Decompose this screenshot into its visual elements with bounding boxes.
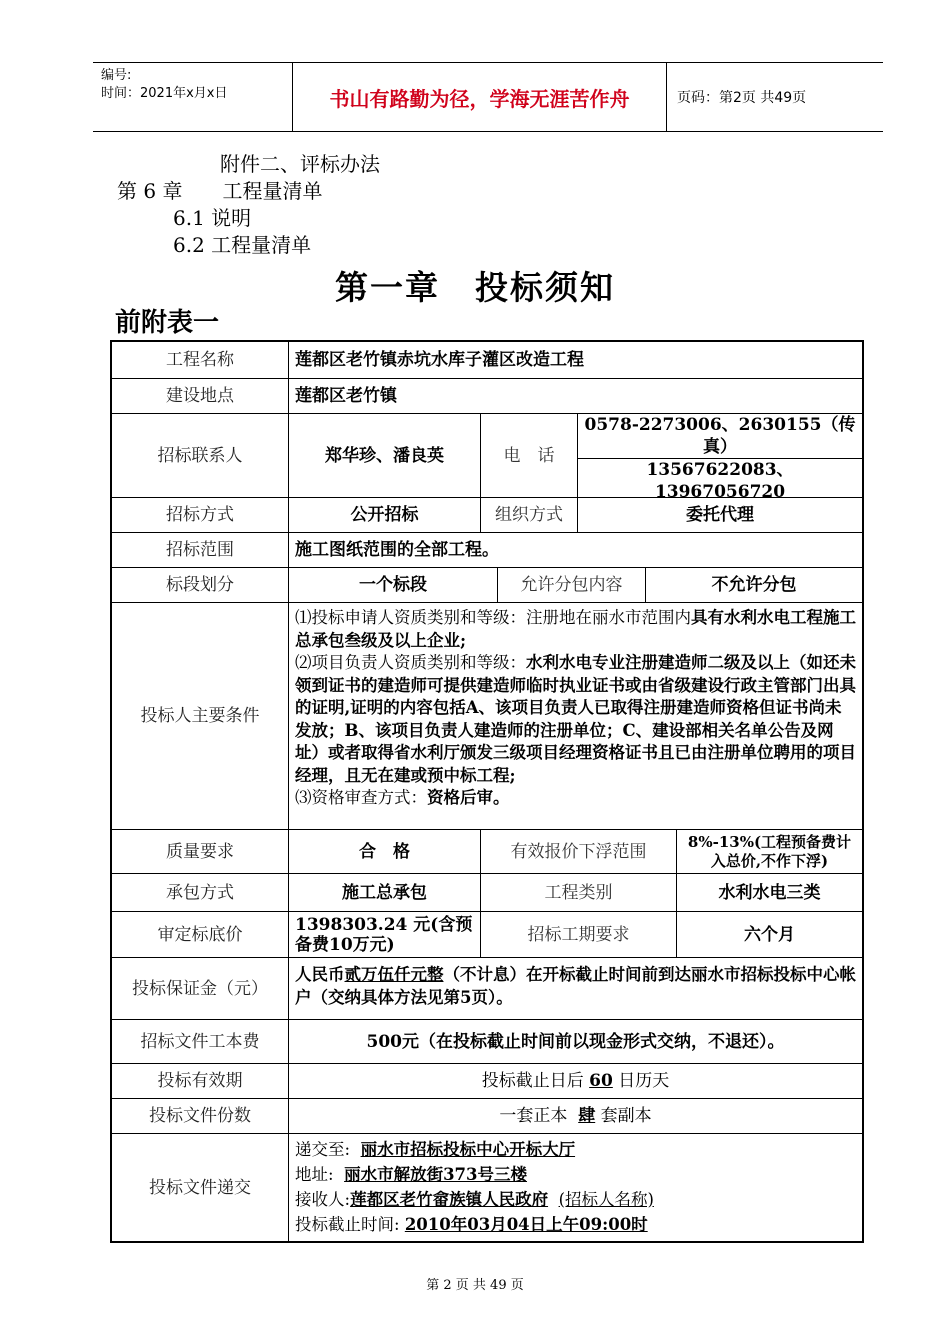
header-meta xyxy=(93,63,293,131)
location-value: 莲都区老竹镇 xyxy=(288,379,862,413)
condition-2-prefix: ⑵项目负责人资质类别和等级： xyxy=(295,653,526,672)
validity-prefix: 投标截止日后 xyxy=(481,1071,584,1091)
row-contact xyxy=(112,413,862,502)
row-validity xyxy=(112,1063,862,1098)
receiver-value: 莲都区老竹畲族镇人民政府 xyxy=(350,1190,549,1209)
contact-value: 郑华珍、潘良英 xyxy=(288,414,480,497)
row-deposit xyxy=(112,957,862,1019)
project-name-label: 工程名称 xyxy=(166,350,234,370)
toc-line-2: 第 6 章 工程量清单 xyxy=(117,179,323,203)
deposit-value xyxy=(288,958,862,1019)
phone-values xyxy=(577,414,862,502)
subcontract-label: 允许分包内容 xyxy=(497,568,645,602)
receiver-label: 接收人: xyxy=(295,1190,351,1209)
address-label: 地址: xyxy=(295,1165,334,1184)
row-project-name xyxy=(112,342,862,378)
chapter-title: 第一章 投标须知 xyxy=(335,268,615,307)
page-header xyxy=(93,62,883,132)
row-quality xyxy=(112,829,862,873)
validity-days: 60 xyxy=(589,1071,613,1091)
page-footer: 第 2 页 共 49 页 xyxy=(426,1278,524,1293)
org-label: 组织方式 xyxy=(480,498,577,532)
condition-3-text: 资格后审。 xyxy=(427,788,510,807)
deliver-to-label: 递交至: xyxy=(295,1140,351,1159)
category-label: 工程类别 xyxy=(480,874,676,911)
address-value: 丽水市解放街373号三楼 xyxy=(344,1165,528,1184)
validity-suffix: 日历天 xyxy=(618,1071,670,1091)
copies-suffix: 套副本 xyxy=(600,1106,652,1126)
condition-3-prefix: ⑶资格审查方式： xyxy=(295,788,427,807)
subcontract-value: 不允许分包 xyxy=(645,568,862,602)
base-price-label: 审定标底价 xyxy=(157,924,243,945)
deliver-to-value: 丽水市招标投标中心开标大厅 xyxy=(360,1140,576,1159)
org-value: 委托代理 xyxy=(577,498,862,532)
fee-label: 招标文件工本费 xyxy=(140,1031,260,1052)
scope-label: 招标范围 xyxy=(166,540,234,560)
row-method xyxy=(112,497,862,532)
contract-value: 施工总承包 xyxy=(288,874,480,911)
validity-label: 投标有效期 xyxy=(157,1071,243,1091)
conditions-label: 投标人主要条件 xyxy=(140,706,260,726)
condition-2-text: 水利水电专业注册建造师二级及以上（如还未领到证书的建造师可提供建造师临时执业证书或由省级建设行政主管部门出具的证明,证明的内容包括A、该项目负责人已取得注册建造师资格但证书尚未发放；B、该项目负责人建造师的注册单位；C、建设部相关名单公告及网址）或者取得省水利厅颁发三级项目经理资格证书且已由注册单位聘用的项目经理，且无在建或预中标工程; xyxy=(295,653,856,785)
header-motto: 书山有路勤为径，学海无涯苦作舟 xyxy=(293,63,667,131)
condition-1-prefix: ⑴投标申请人资质类别和等级：注册地在丽水市范围内 xyxy=(295,608,691,627)
method-label: 招标方式 xyxy=(166,505,234,525)
period-value: 六个月 xyxy=(676,912,862,957)
project-name-value: 莲都区老竹镇赤坑水库子灌区改造工程 xyxy=(288,342,862,378)
deadline-label: 投标截止时间: xyxy=(295,1215,400,1234)
location-label: 建设地点 xyxy=(166,386,234,406)
deposit-prefix: 人民币 xyxy=(295,965,345,984)
delivery-value xyxy=(288,1134,862,1241)
receiver-note: (招标人名称) xyxy=(558,1190,654,1209)
toc-line-3: 6.1 说明 xyxy=(173,206,252,230)
float-value: 8%-13%(工程预备费计入总价,不作下浮) xyxy=(676,830,862,873)
row-location xyxy=(112,378,862,413)
deposit-amount: 贰万伍仟元整 xyxy=(344,965,444,984)
header-number: 编号: xyxy=(101,68,132,83)
row-conditions xyxy=(112,602,862,829)
float-label: 有效报价下浮范围 xyxy=(480,830,676,873)
contact-label: 招标联系人 xyxy=(157,445,243,466)
validity-value xyxy=(288,1064,862,1098)
copies-label: 投标文件份数 xyxy=(149,1106,251,1126)
conditions-value xyxy=(288,603,862,829)
header-time: 时间：2021年x月x日 xyxy=(101,86,228,101)
quality-label: 质量要求 xyxy=(166,841,234,862)
section-label: 标段划分 xyxy=(166,575,234,595)
row-section xyxy=(112,567,862,602)
toc-line-1: 附件二、评标办法 xyxy=(220,152,380,176)
row-delivery xyxy=(112,1133,862,1241)
row-fee xyxy=(112,1019,862,1063)
condition-1-text: 具有水利水电工程施工总承包叁级及以上企业; xyxy=(295,608,856,650)
deadline-value: 2010年03月04日上午09:00时 xyxy=(404,1215,648,1234)
row-contract xyxy=(112,873,862,911)
deposit-suffix: （不计息）在开标截止时间前到达丽水市招标投标中心帐户（交纳具体方法见第5页）。 xyxy=(295,965,856,1007)
row-base-price xyxy=(112,911,862,957)
contract-label: 承包方式 xyxy=(166,882,234,903)
copies-value xyxy=(288,1099,862,1133)
delivery-label: 投标文件递交 xyxy=(149,1177,251,1198)
copies-prefix: 一套正本 xyxy=(499,1106,568,1126)
front-table-title: 前附表一 xyxy=(115,308,220,338)
phone-line-2: 13567622083、13967056720 xyxy=(578,458,862,503)
phone-line-1: 0578-2273006、2630155（传真） xyxy=(584,415,856,457)
section-value: 一个标段 xyxy=(288,568,497,602)
header-page-info: 页码：第2页 共49页 xyxy=(677,90,807,106)
front-table xyxy=(110,340,864,1243)
quality-value: 合 格 xyxy=(288,830,480,873)
scope-value: 施工图纸范围的全部工程。 xyxy=(288,533,862,567)
deposit-label: 投标保证金（元） xyxy=(132,978,268,999)
base-price-value: 1398303.24 元(含预备费10万元) xyxy=(288,912,480,957)
copies-number: 肆 xyxy=(578,1106,596,1126)
row-copies xyxy=(112,1098,862,1133)
fee-value: 500元（在投标截止时间前以现金形式交纳，不退还）。 xyxy=(288,1020,862,1063)
period-label: 招标工期要求 xyxy=(480,912,676,957)
toc-line-4: 6.2 工程量清单 xyxy=(173,233,312,257)
category-value: 水利水电三类 xyxy=(676,874,862,911)
method-value: 公开招标 xyxy=(288,498,480,532)
row-scope xyxy=(112,532,862,567)
phone-label: 电 话 xyxy=(480,414,577,497)
